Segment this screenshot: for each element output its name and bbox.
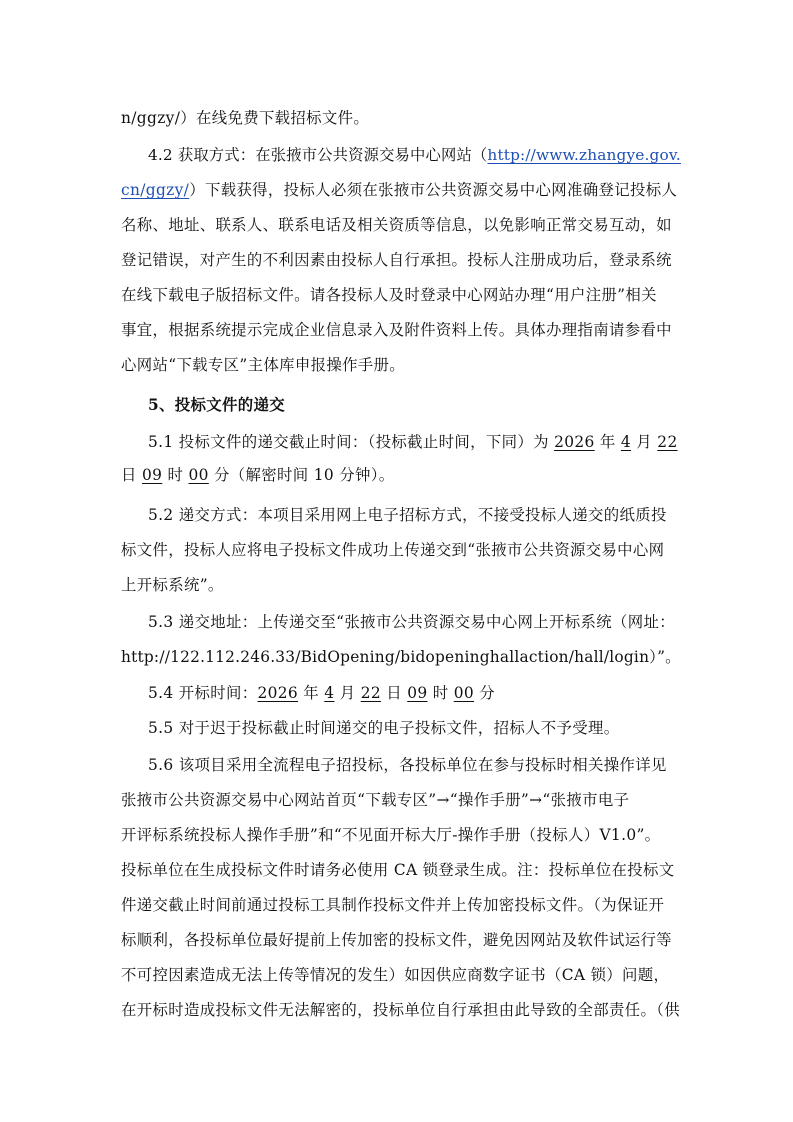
text: 张掖市公共资源交易中心网站首页“下载专区”→“操作手册”→“张掖市电子 <box>121 791 630 809</box>
opening-minute: 00 <box>453 684 475 702</box>
deadline-day: 22 <box>657 433 678 451</box>
text-line <box>121 108 369 128</box>
text: 年 <box>298 684 325 702</box>
text: 时 <box>162 466 189 484</box>
text-line <box>148 755 667 775</box>
text: 在开标时造成投标文件无法解密的，投标单位自行承担由此导致的全部责任。（供 <box>121 1001 680 1019</box>
text: 5.2 递交方式：本项目采用网上电子招标方式，不接受投标人递交的纸质投 <box>148 506 667 524</box>
opening-day: 22 <box>360 684 381 702</box>
text: 年 <box>594 433 621 451</box>
text-line <box>121 790 629 810</box>
text: 分（解密时间 10 分钟）。 <box>208 466 395 484</box>
deadline-month: 4 <box>620 433 632 451</box>
text: 日 <box>121 466 142 484</box>
text: 心网站“下载专区”主体库申报操作手册。 <box>121 356 406 374</box>
text: n/ggzy/）在线免费下载招标文件。 <box>121 109 370 127</box>
text: 5.3 递交地址：上传递交至“张掖市公共资源交易中心网上开标系统（网址： <box>148 613 675 631</box>
text: 在线下载电子版招标文件。请各投标人及时登录中心网站办理“用户注册”相关 <box>121 286 657 304</box>
opening-hour: 09 <box>407 684 428 702</box>
text-line <box>121 465 395 485</box>
text-line <box>121 930 672 950</box>
deadline-year: 2026 <box>554 433 595 451</box>
text: 事宜，根据系统提示完成企业信息录入及附件资料上传。具体办理指南请参看中 <box>121 321 672 339</box>
text: 名称、地址、联系人、联系电话及相关资质等信息，以免影响正常交易互动，如 <box>121 216 672 234</box>
text-line <box>121 825 660 845</box>
text-line <box>148 612 675 632</box>
opening-month: 4 <box>324 684 335 702</box>
text: 月 <box>334 684 361 702</box>
text: 分 <box>474 684 496 702</box>
text-line <box>121 575 224 595</box>
text: 上开标系统”。 <box>121 576 224 594</box>
text-line <box>148 718 620 738</box>
website-link[interactable]: http://www.zhangye.gov. <box>487 146 681 164</box>
text: 登记错误，对产生的不利因素由投标人自行承担。投标人注册成功后，登录系统 <box>121 251 672 269</box>
text: 时 <box>427 684 454 702</box>
text: 5.5 对于迟于投标截止时间递交的电子投标文件，招标人不予受理。 <box>148 719 620 737</box>
text: 不可控因素造成无法上传等情况的发生）如因供应商数字证书（CA 锁）问题， <box>121 966 670 984</box>
text-line <box>121 250 672 270</box>
text: 件递交截止时间前通过投标工具制作投标文件并上传加密投标文件。（为保证开 <box>121 896 665 914</box>
text-line <box>121 540 664 560</box>
text: 4.2 获取方式：在张掖市公共资源交易中心网站（ <box>148 146 488 164</box>
text-line <box>121 180 677 200</box>
text: 标顺利，各投标单位最好提前上传加密的投标文件，避免因网站及软件试运行等 <box>121 931 672 949</box>
text-line <box>148 432 678 452</box>
heading-text: 5、投标文件的递交 <box>148 396 285 414</box>
website-link[interactable]: cn/ggzy/ <box>121 181 190 199</box>
text-line <box>148 683 495 703</box>
deadline-hour: 09 <box>141 466 163 484</box>
text-line <box>121 355 405 375</box>
text: 开评标系统投标人操作手册”和“不见面开标大厅-操作手册（投标人）V1.0”。 <box>121 826 661 844</box>
text: 月 <box>631 433 658 451</box>
text-line <box>148 505 667 525</box>
text: 5.1 投标文件的递交截止时间：（投标截止时间，下同）为 <box>148 433 555 451</box>
text-line <box>121 320 672 340</box>
text: 日 <box>380 684 408 702</box>
text-line <box>121 895 664 915</box>
text: 标文件，投标人应将电子投标文件成功上传递交到“张掖市公共资源交易中心网 <box>121 541 665 559</box>
text-line <box>121 285 657 305</box>
text-line <box>121 965 669 985</box>
deadline-minute: 00 <box>188 466 209 484</box>
text: http://122.112.246.33/BidOpening/bidopeninghallaction/hall/login）”。 <box>121 648 681 666</box>
text-line <box>121 1000 680 1020</box>
text-line <box>148 145 681 165</box>
opening-year: 2026 <box>257 684 299 702</box>
text: 5.6 该项目采用全流程电子招投标，各投标单位在参与投标时相关操作详见 <box>148 756 667 774</box>
text: ）下载获得，投标人必须在张掖市公共资源交易中心网准确登记投标人 <box>189 181 678 199</box>
section-heading <box>148 395 285 415</box>
text-line <box>121 860 675 880</box>
text-line <box>121 647 681 667</box>
text: 投标单位在生成投标文件时请务必使用 CA 锁登录生成。注：投标单位在投标文 <box>121 861 675 879</box>
text: 5.4 开标时间： <box>148 684 258 702</box>
text-line <box>121 215 672 235</box>
